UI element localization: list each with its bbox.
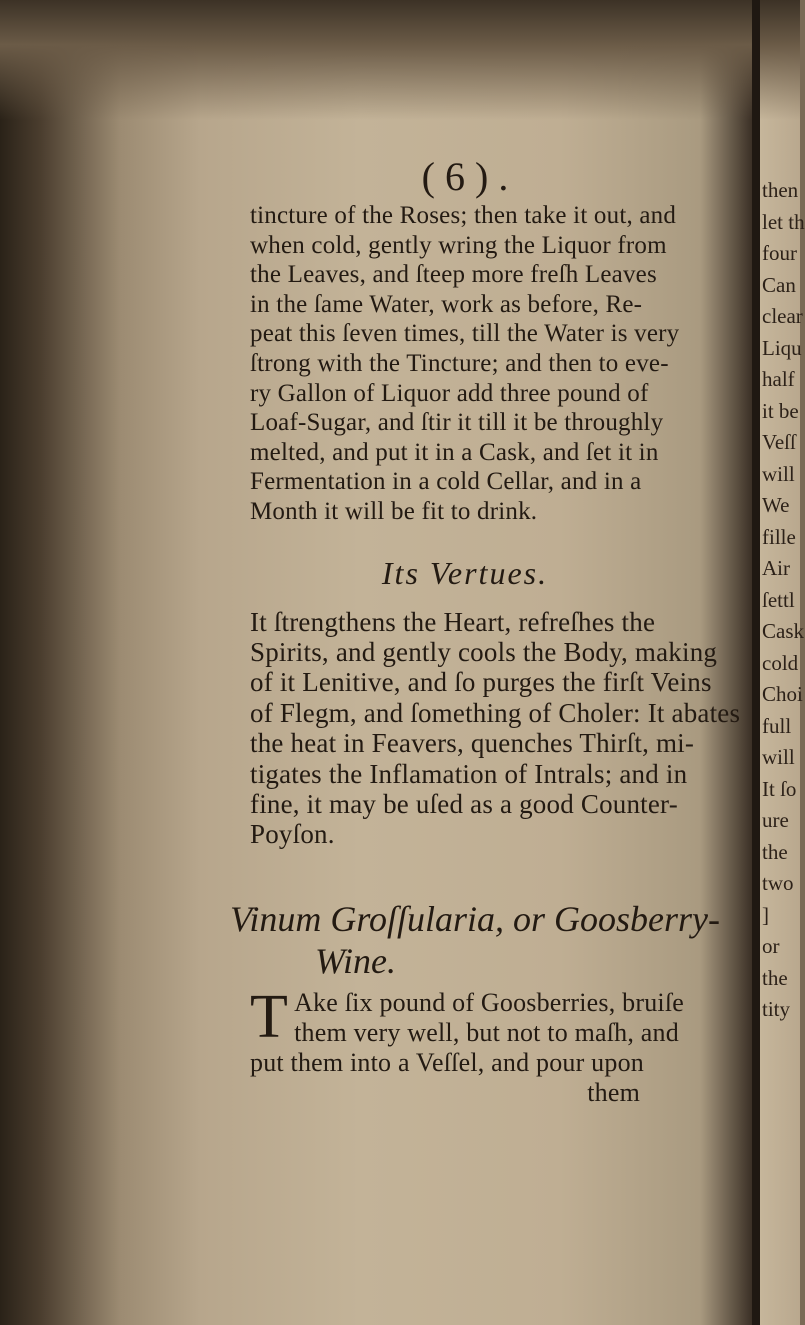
fragment: four <box>762 241 797 265</box>
text-line: Loaf-Sugar, and ſtir it till it be throughly <box>250 409 664 437</box>
text-line: tigates the Inflamation of Intrals; and in <box>250 758 688 789</box>
text-line: of Flegm, and ſomething of Choler: It abates <box>250 697 741 728</box>
fragment: or <box>762 934 780 958</box>
text-line: of it Lenitive, and ſo purges the firſt Veins <box>250 667 712 698</box>
text-line: them very well, but not to maſh, and <box>294 1017 679 1047</box>
section-heading-goosberry: Vinum Groſſularia, or Goosberry- <box>230 898 720 939</box>
text-line: them <box>587 1077 640 1107</box>
fragment: Can <box>762 272 796 297</box>
text-line: when cold, gently wring the Liquor from <box>250 231 667 259</box>
text-line: Month it will be fit to drink. <box>250 497 538 525</box>
adjacent-page-fragments <box>762 175 805 1026</box>
text-line: Ake ſix pound of Goosberries, bruiſe <box>294 987 684 1017</box>
page-number: ( 6 ) . <box>421 154 509 199</box>
section-heading-goosberry-cont: Wine. <box>315 940 396 981</box>
text-line: melted, and put it in a Cask, and ſet it in <box>250 438 659 466</box>
text-line: Spirits, and gently cools the Body, making <box>250 636 718 667</box>
text-line: the Leaves, and ſteep more freſh Leaves <box>250 261 657 289</box>
fragment: the <box>762 839 788 864</box>
text-line: tincture of the Roses; then take it out, and <box>250 202 677 229</box>
text-line: the heat in Feavers, quenches Thirſt, mi- <box>250 728 695 759</box>
text-line: ry Gallon of Liquor add three pound of <box>250 379 649 407</box>
fragment: ſettl <box>762 587 795 612</box>
book-gutter <box>752 0 760 1325</box>
paragraph-vertues <box>250 606 741 850</box>
drop-cap: T <box>250 982 289 1051</box>
fragment: ure <box>762 808 789 832</box>
fragment: will <box>762 461 795 486</box>
fragment: We <box>762 493 790 517</box>
text-line: Fermentation in a cold Cellar, and in a <box>250 468 642 496</box>
fragment: then <box>762 178 799 202</box>
fragment: Liqu <box>762 335 802 360</box>
fragment: fille <box>762 524 796 549</box>
fragment: It ſo <box>762 776 797 801</box>
fragment: cold <box>762 650 799 675</box>
text-line: in the ſame Water, work as before, Re- <box>250 290 643 318</box>
text-line: peat this ſeven times, till the Water is very <box>250 320 680 348</box>
fragment: the <box>762 965 788 990</box>
fragment: full <box>762 713 792 738</box>
section-heading-vertues: Its Vertues. <box>381 554 549 591</box>
text-line: ſtrong with the Tincture; and then to eve- <box>250 349 669 377</box>
fragment: two <box>762 871 794 895</box>
text-line: put them into a Veſſel, and pour upon <box>250 1047 644 1077</box>
fragment: will <box>762 745 795 769</box>
text-line: Poyſon. <box>250 819 335 850</box>
text-line: It ſtrengthens the Heart, refreſhes the <box>250 606 656 637</box>
fragment: half <box>762 367 795 391</box>
page-text-block <box>230 154 741 1108</box>
paragraph-recipe <box>250 201 680 527</box>
paragraph-goosberry <box>250 982 684 1108</box>
fragment: ] <box>762 902 769 927</box>
text-line: fine, it may be uſed as a good Counter- <box>250 788 678 819</box>
fragment: Veſſ <box>762 430 796 454</box>
fragment: tity <box>762 997 791 1021</box>
fragment: clear <box>762 304 803 328</box>
fragment: Cask <box>762 619 804 643</box>
fragment: let th <box>762 209 805 234</box>
fragment: it be <box>762 398 799 423</box>
fragment: Air <box>762 556 790 580</box>
fragment: Choi <box>762 682 803 706</box>
page-shadow <box>0 0 800 120</box>
